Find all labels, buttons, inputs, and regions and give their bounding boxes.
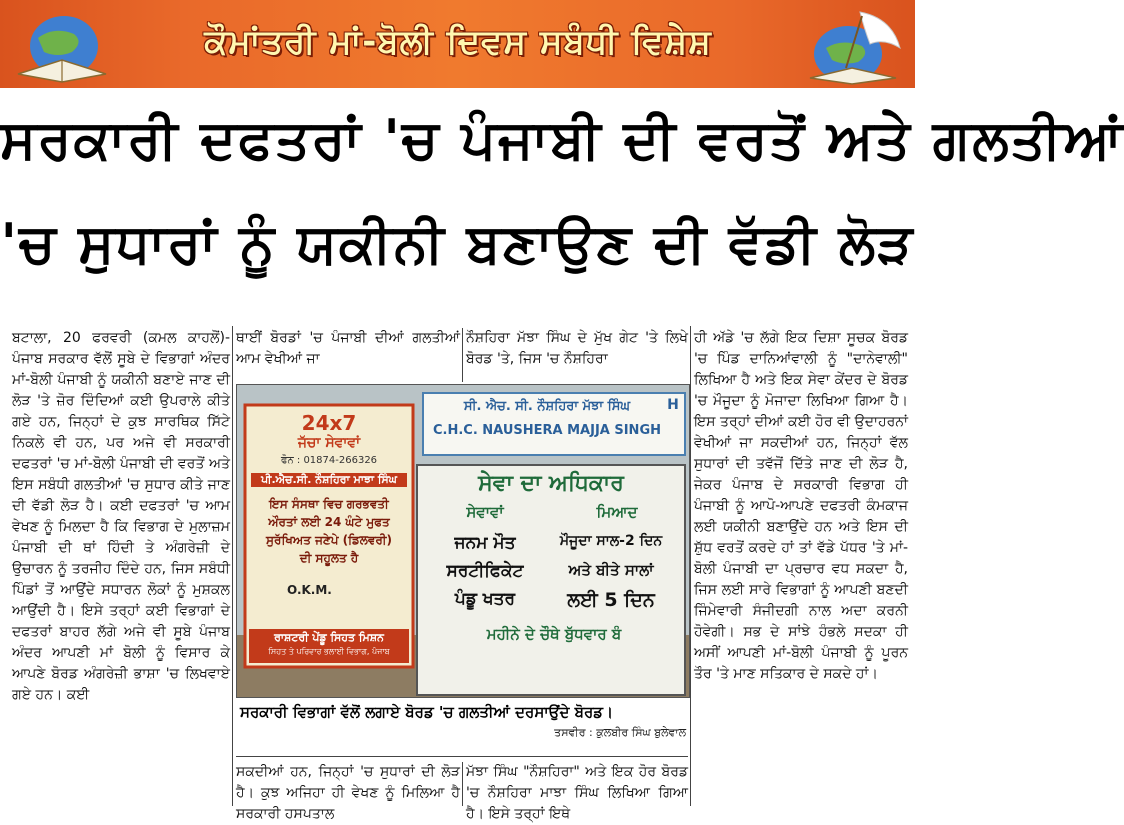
sign-signature: O.K.M. (287, 583, 332, 597)
seva-sign-certificate: ਸਰਟੀਫਿਕੇਟ (446, 561, 524, 581)
article-column-3-top: ਨੌਸ਼ਹਿਰਾ ਮੱਝਾ ਸਿੰਘ ਦੇ ਮੁੱਖ ਗੇਟ 'ਤੇ ਲਿਖੇ ਬੋਰਡ 'ਤੇ, ਜਿਸ 'ਚ ਨੌਸ਼ਹਿਰਾ (466, 330, 688, 367)
column-rule-3 (462, 328, 463, 382)
article-column-4: ਹੀ ਅੱਡੇ 'ਚ ਲੱਗੇ ਇਕ ਦਿਸ਼ਾ ਸੂਚਕ ਬੋਰਡ 'ਚ ਪਿੰਡ ਦਾਨਿਆਂਵਾਲੀ ਨੂੰ "ਦਾਨੇਵਾਲੀ" ਲਿਖਿਆ ਹੈ ਅਤੇ ਇਕ ਸੇਵਾ ਕੇਂਦਰ ਦੇ ਬੋਰਡ 'ਚ ਮੌਜੂਦਾ ਨੂੰ ਮੋਜਾਦਾ ਲਿਖਿਆ ਗਿਆ ਹੈ। ਇਸ ਤਰ੍ਹਾਂ ਦੀਆਂ ਕਈ ਹੋਰ ਵੀ ਉਦਾਹਰਨਾਂ ਵੇਖੀਆਂ ਜਾ ਸਕਦੀਆਂ ਹਨ, ਜਿਨ੍ਹਾਂ ਵੱਲ ਸੁਧਾਰਾਂ ਦੀ ਤਵੱਜੋਂ ਦਿੱਤੇ ਜਾਣ ਦੀ ਲੋੜ ਹੈ, ਜੇਕਰ ਪੰਜਾਬ ਦੇ ਸਰਕਾਰੀ ਵਿਭਾਗ ਹੀ ਪੰਜਾਬੀ ਨੂੰ ਆਪੋ-ਆਪਣੇ ਦਫਤਰੀ ਕੰਮਕਾਜ ਲਈ ਯਕੀਨੀ ਬਣਾਉਂਦੇ ਹਨ ਅਤੇ ਇਸ ਦੀ ਸ਼ੁੱਧ ਵਰਤੋਂ ਕਰਦੇ ਹਾਂ ਤਾਂ ਵੱਡੇ ਪੱਧਰ 'ਤੇ ਮਾਂ-ਬੋਲੀ ਪੰਜਾਬੀ ਦਾ ਪ੍ਰਚਾਰ ਵਧ ਸਕਦਾ ਹੈ, ਜਿਸ ਲਈ ਸਾਰੇ ਵਿਭਾਗਾਂ ਨੂੰ ਆਪਣੀ ਬਣਦੀ ਜਿੰਮੇਵਾਰੀ ਸੰਜੀਦਗੀ ਨਾਲ ਅਦਾ ਕਰਨੀ ਹੋਵੇਗੀ। ਸਭ ਦੇ ਸਾਂਝੇ ਹੰਭਲੇ ਸਦਕਾ ਹੀ ਅਸੀਂ ਆਪਣੀ ਮਾਂ-ਬੋਲੀ ਪੰਜਾਬੀ ਨੂੰ ਪੂਰਨ ਤੌਰ 'ਤੇ ਮਾਣ ਸਤਿਕਾਰ ਦੇ ਸਕਦੇ ਹਾਂ। (694, 330, 908, 682)
column-rule-1 (232, 326, 233, 806)
caption-rule (236, 756, 688, 757)
chc-sign-english: C.H.C. NAUSHERA MAJJA SINGH (432, 423, 661, 438)
photo-credit: ਤਸਵੀਰ : ਕੁਲਬੀਰ ਸਿੰਘ ਬੁਲੇਵਾਲ (554, 726, 686, 739)
seva-sign-birth-death: ਜਨਮ ਮੌਤ (454, 533, 516, 553)
sign-hospital: ਪੀ.ਐਚ.ਸੀ. ਨੌਸ਼ਹਿਰਾ ਮਾਝਾ ਸਿੰਘ (251, 473, 407, 487)
sign-body-1: ਇਸ ਸੰਸਥਾ ਵਿਚ ਗਰਭਵਤੀ (269, 497, 389, 511)
headline-line-1: ਸਰਕਾਰੀ ਦਫਤਰਾਂ 'ਚ ਪੰਜਾਬੀ ਦੀ ਵਰਤੋਂ ਅਤੇ ਗਲਤੀਆਂ (0, 108, 1124, 171)
column-rule-4 (462, 762, 463, 806)
signboards-photo (236, 384, 690, 698)
sign-footer-2: ਸਿਹਤ ਤੇ ਪਰਿਵਾਰ ਭਲਾਈ ਵਿਭਾਗ, ਪੰਜਾਬ (268, 647, 390, 656)
seva-sign-bottom-line: ਮਹੀਨੇ ਦੇ ਚੌਥੇ ਬੁੱਧਵਾਰ ਬੰ (486, 625, 622, 643)
seva-sign-rural: ਪੰਡੂ ਖਤਰ (454, 589, 516, 609)
sign-body-2: ਔਰਤਾਂ ਲਈ 24 ਘੰਟੇ ਮੁਫਤ (268, 515, 390, 529)
seva-sign-past-years: ਅਤੇ ਬੀਤੇ ਸਾਲਾਂ (568, 561, 654, 579)
seva-sign-duration: ਮਿਆਦ (596, 503, 638, 521)
article-column-3-bottom: ਮੱਝਾ ਸਿੰਘ "ਨੌਸ਼ਹਿਰਾ" ਅਤੇ ਇਕ ਹੋਰ ਬੋਰਡ 'ਚ ਨੌਸ਼ਹਿਰਾ ਮਾਝਾ ਸਿੰਘ ਲਿਖਿਆ ਗਿਆ ਹੈ। ਇਸੇ ਤਰ੍ਹਾਂ ਇਥੇ (466, 764, 688, 822)
article-column-2-bottom: ਸਕਦੀਆਂ ਹਨ, ਜਿਨ੍ਹਾਂ 'ਚ ਸੁਧਾਰਾਂ ਦੀ ਲੋੜ ਹੈ। ਕੁਝ ਅਜਿਹਾ ਹੀ ਵੇਖਣ ਨੂੰ ਮਿਲਿਆ ਹੈ ਸਰਕਾਰੀ ਹਸਪਤਾਲ (236, 764, 460, 822)
sign-phone: ਫੋਨ : 01874-266326 (280, 455, 378, 466)
column-rule-2 (690, 326, 691, 806)
article-column-2-top: ਥਾਈਂ ਬੋਰਡਾਂ 'ਚ ਪੰਜਾਬੀ ਦੀਆਂ ਗਲਤੀਆਂ ਆਮ ਵੇਖੀਆਂ ਜਾ (236, 330, 460, 367)
globe-quill-icon (800, 8, 904, 84)
sign-jacha-sevavan: ਜੱਚਾ ਸੇਵਾਵਾਂ (297, 435, 361, 451)
sign-body-3: ਸੁਰੱਖਿਅਤ ਜਣੇਪੇ (ਡਿਲਵਰੀ) (266, 533, 392, 547)
seva-sign-current-year: ਮੌਜੂਦਾ ਸਾਲ-2 ਦਿਨ (559, 533, 663, 549)
headline-line-2: 'ਚ ਸੁਧਾਰਾਂ ਨੂੰ ਯਕੀਨੀ ਬਣਾਉਣ ਦੀ ਵੱਡੀ ਲੋੜ (0, 212, 915, 275)
banner-title: ਕੌਮਾਂਤਰੀ ਮਾਂ-ਬੋਲੀ ਦਿਵਸ ਸਬੰਧੀ ਵਿਸ਼ੇਸ਼ (204, 22, 712, 62)
globe-book-icon (14, 8, 110, 84)
special-banner (0, 0, 915, 88)
chc-sign-punjabi: ਸੀ. ਐਚ. ਸੀ. ਨੌਸ਼ਹਿਰਾ ਮੱਝਾ ਸਿੰਘ (463, 399, 631, 414)
seva-sign-line-1: ਸੇਵਾ ਦਾ ਅਧਿਕਾਰ (478, 471, 624, 496)
hospital-h-icon: H (667, 397, 679, 413)
photo-caption: ਸਰਕਾਰੀ ਵਿਭਾਗਾਂ ਵੱਲੋਂ ਲਗਾਏ ਬੋਰਡ 'ਚ ਗਲਤੀਆਂ ਦਰਸਾਉਂਦੇ ਬੋਰਡ। (240, 703, 614, 721)
seva-sign-five-days: ਲਈ 5 ਦਿਨ (567, 589, 655, 611)
sign-footer: ਰਾਸ਼ਟਰੀ ਪੇਂਡੂ ਸਿਹਤ ਮਿਸ਼ਨ (274, 631, 384, 644)
sign-24x7: 24x7 (301, 411, 357, 435)
article-column-1: ਬਟਾਲਾ, 20 ਫਰਵਰੀ (ਕਮਲ ਕਾਹਲੋਂ)-ਪੰਜਾਬ ਸਰਕਾਰ ਵੱਲੋਂ ਸੂਬੇ ਦੇ ਵਿਭਾਗਾਂ ਅੰਦਰ ਮਾਂ-ਬੋਲੀ ਪੰਜਾਬੀ ਨੂੰ ਯਕੀਨੀ ਬਣਾਏ ਜਾਣ ਦੀ ਲੋੜ 'ਤੇ ਜ਼ੋਰ ਦਿੰਦਿਆਂ ਕਈ ਉਪਰਾਲੇ ਕੀਤੇ ਗਏ ਹਨ, ਜਿਨ੍ਹਾਂ ਦੇ ਕੁਝ ਸਾਰਥਿਕ ਸਿੱਟੇ ਨਿਕਲੇ ਵੀ ਹਨ, ਪਰ ਅਜੇ ਵੀ ਸਰਕਾਰੀ ਦਫਤਰਾਂ 'ਚ ਮਾਂ-ਬੋਲੀ ਪੰਜਾਬੀ ਦੀ ਵਰਤੋਂ ਅਤੇ ਇਸ ਸਬੰਧੀ ਗਲਤੀਆਂ 'ਚ ਸੁਧਾਰ ਕੀਤੇ ਜਾਣ ਦੀ ਵੱਡੀ ਲੋੜ ਹੈ। ਕਈ ਦਫਤਰਾਂ 'ਚ ਆਮ ਵੇਖਣ ਨੂੰ ਮਿਲਦਾ ਹੈ ਕਿ ਵਿਭਾਗ ਦੇ ਮੁਲਾਜ਼ਮ ਪੰਜਾਬੀ ਦੀ ਥਾਂ ਹਿੰਦੀ ਤੇ ਅੰਗਰੇਜ਼ੀ ਦੇ ਉਚਾਰਨ ਨੂੰ ਤਰਜੀਹ ਦਿੰਦੇ ਹਨ, ਜਿਸ ਸਬੰਧੀ ਪਿੰਡਾਂ ਤੋਂ ਆਉਂਦੇ ਸਧਾਰਨ ਲੋਕਾਂ ਨੂੰ ਮੁਸ਼ਕਲ ਆਉਂਦੀ ਹੈ। ਇਸੇ ਤਰ੍ਹਾਂ ਕਈ ਵਿਭਾਗਾਂ ਦੇ ਦਫਤਰਾਂ ਬਾਹਰ ਲੱਗੇ ਅਜੇ ਵੀ ਸੂਬੇ ਪੰਜਾਬ ਅੰਦਰ ਆਪਣੀ ਮਾਂ ਬੋਲੀ ਨੂੰ ਵਿਸਾਰ ਕੇ ਆਪਣੇ ਬੋਰਡ ਅੰਗਰੇਜ਼ੀ ਭਾਸ਼ਾ 'ਚ ਲਿਖਵਾਏ ਗਏ ਹਨ। ਕਈ (12, 330, 230, 703)
sign-body-4: ਦੀ ਸਹੂਲਤ ਹੈ (299, 551, 359, 565)
seva-sign-services: ਸੇਵਾਵਾਂ (466, 503, 504, 521)
